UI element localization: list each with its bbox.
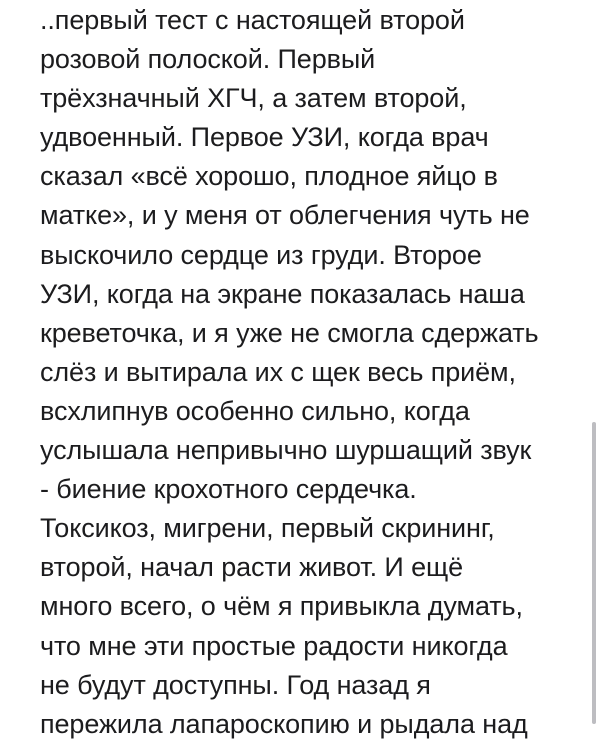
text-line-2: розовой полоской. Первый	[40, 44, 376, 75]
text-line-8: УЗИ, когда на экране показалась наша	[40, 278, 525, 309]
text-line-12: услышала непривычно шуршащий звук	[40, 435, 532, 466]
text-line-10: слёз и вытирала их с щек весь приём,	[40, 356, 516, 387]
text-line-6: матке», и у меня от облегчения чуть не	[40, 200, 530, 231]
text-line-9: креветочка, и я уже не смогла сдержать	[40, 317, 539, 348]
text-line-3: трёхзначный ХГЧ, а затем второй,	[40, 83, 467, 114]
vertical-scroll-indicator[interactable]	[592, 422, 596, 724]
text-line-18: не будут доступны. Год назад я	[40, 669, 431, 700]
text-line-1: ..первый тест с настоящей второй	[40, 5, 465, 35]
text-line-11: всхлипнув особенно сильно, когда	[40, 395, 470, 426]
text-body	[40, 1, 539, 744]
text-line-13: - биение крохотного сердечка.	[40, 474, 417, 505]
text-line-5: сказал «всё хорошо, плодное яйцо в	[40, 161, 498, 192]
text-line-15: второй, начал расти живот. И ещё	[40, 552, 464, 583]
text-line-4: удвоенный. Первое УЗИ, когда врач	[40, 122, 489, 153]
text-line-16: много всего, о чём я привыкла думать,	[40, 591, 523, 622]
text-line-17: что мне эти простые радости никогда	[40, 630, 508, 661]
text-line-19: пережила лапароскопию и рыдала над	[40, 708, 528, 739]
text-line-14: Токсикоз, мигрени, первый скрининг,	[40, 513, 495, 544]
text-line-7: выскочило сердце из груди. Второе	[40, 239, 482, 270]
